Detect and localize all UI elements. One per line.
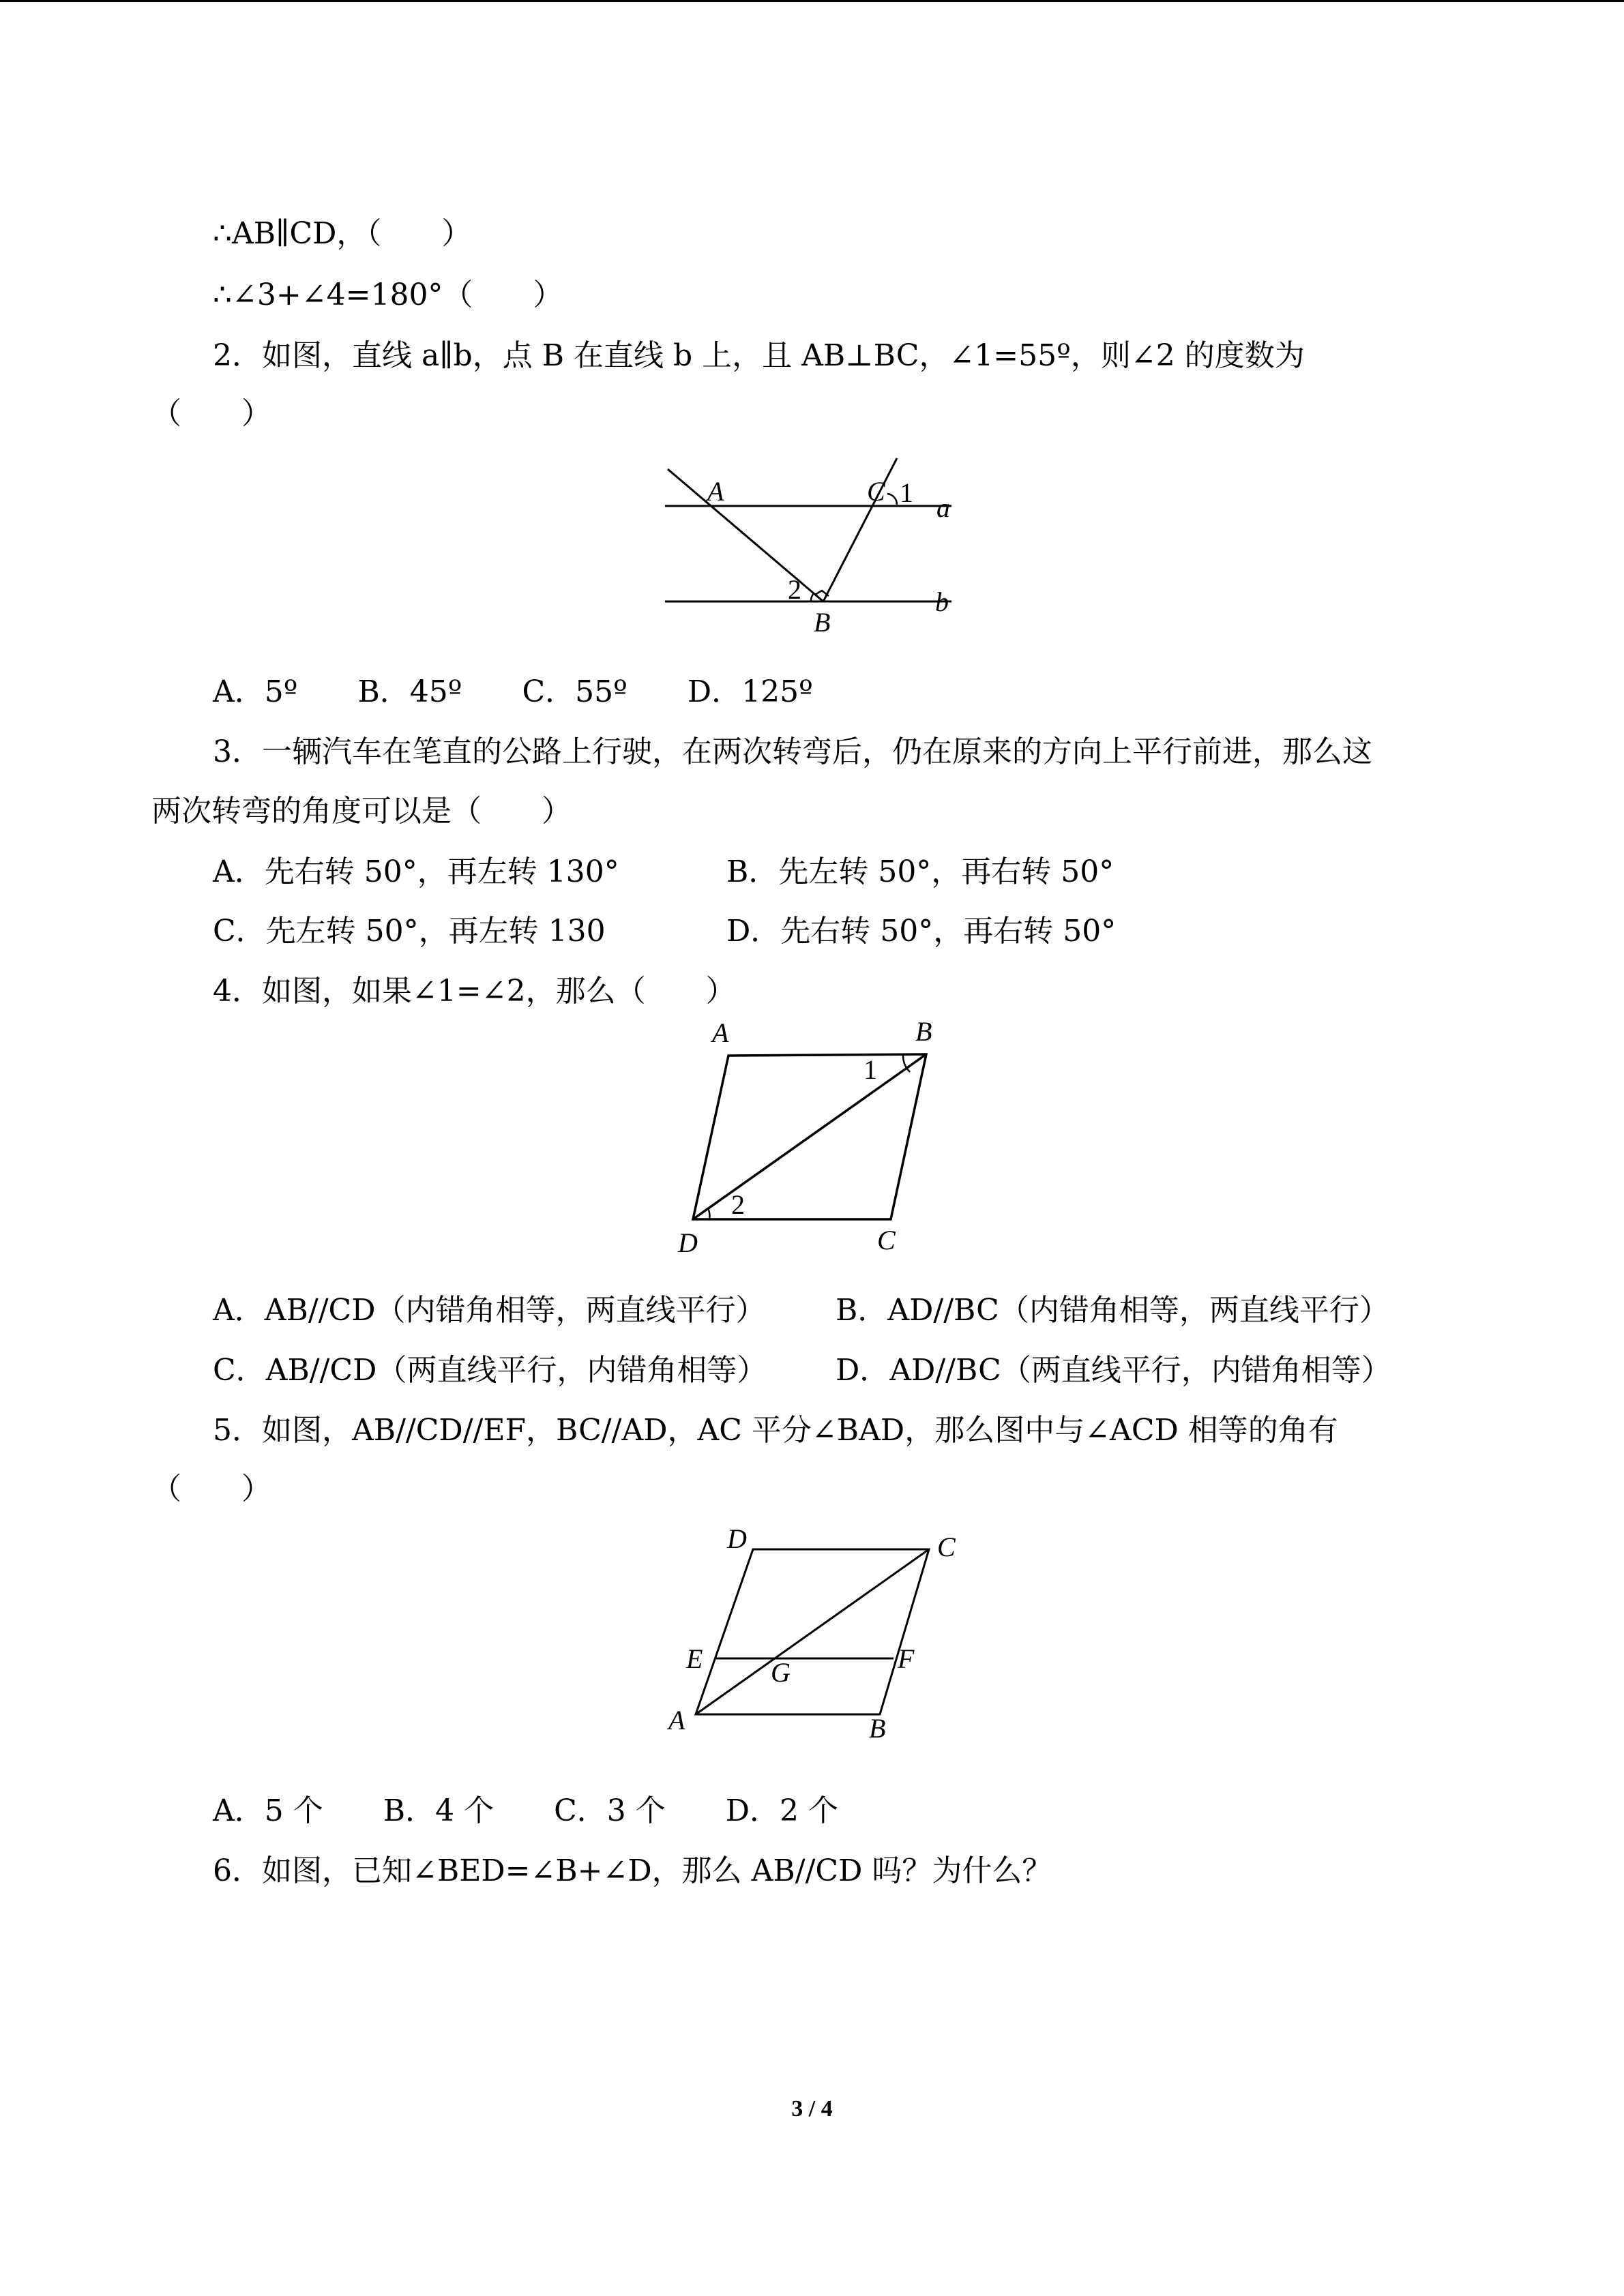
question-6-text: 6．如图，已知∠BED=∠B+∠D，那么 AB//CD 吗？为什么？ xyxy=(213,1853,1052,1888)
question-4-option-d: D．AD//BC（两直线平行，内错角相等） xyxy=(836,1353,1391,1388)
page-top-border xyxy=(0,0,1624,2)
question-3-text-2: 两次转弯的角度可以是（ ） xyxy=(151,794,572,829)
fig3-label-C: C xyxy=(937,1532,956,1562)
fig1-label-b: b xyxy=(935,586,949,617)
fig1-label-a: a xyxy=(936,492,950,523)
fig1-label-1: 1 xyxy=(900,477,913,508)
figure-parallel-lines-efg xyxy=(668,1521,969,1753)
figure-parallel-lines-ab xyxy=(665,457,965,641)
question-4-option-b: B．AD//BC（内错角相等，两直线平行） xyxy=(836,1293,1389,1328)
question-5-options: A．5 个 B．4 个 C．3 个 D．2 个 xyxy=(213,1793,838,1828)
fig1-label-2: 2 xyxy=(788,574,801,605)
proof-line-1: ∴AB∥CD，（ ） xyxy=(213,216,472,251)
proof-line-2: ∴∠3+∠4=180°（ ） xyxy=(213,278,563,312)
fig3-label-E: E xyxy=(686,1643,703,1674)
question-3-option-d: D．先右转 50°，再右转 50° xyxy=(726,914,1117,949)
fig3-label-G: G xyxy=(771,1657,791,1688)
figure-parallelogram-abcd xyxy=(675,1016,962,1262)
fig2-label-B: B xyxy=(915,1016,932,1047)
question-4-option-a: A．AB//CD（内错角相等，两直线平行） xyxy=(213,1293,766,1328)
figure-2-svg xyxy=(675,1016,962,1262)
question-2-options: A．5º B．45º C．55º D．125º xyxy=(213,674,813,709)
page-number: 3 / 4 xyxy=(791,2096,833,2121)
fig3-label-D: D xyxy=(727,1523,747,1554)
fig3-label-F: F xyxy=(898,1643,915,1674)
question-5-answer-paren: （ ） xyxy=(151,1472,271,1506)
fig2-label-1: 1 xyxy=(863,1054,877,1085)
question-3-option-b: B．先左转 50°，再右转 50° xyxy=(726,854,1114,889)
question-3-option-a: A．先右转 50°，再左转 130° xyxy=(213,854,619,889)
question-3-text-1: 3．一辆汽车在笔直的公路上行驶，在两次转弯后，仍在原来的方向上平行前进，那么这 xyxy=(213,734,1372,769)
figure-1-svg xyxy=(665,457,965,641)
fig3-label-B: B xyxy=(869,1713,886,1744)
fig3-label-A: A xyxy=(668,1705,685,1735)
fig1-label-B: B xyxy=(814,607,831,638)
question-2-answer-paren: （ ） xyxy=(151,396,271,431)
figure-3-svg xyxy=(668,1521,969,1753)
question-3-option-c: C．先左转 50°，再左转 130 xyxy=(213,914,606,949)
fig2-label-A: A xyxy=(712,1017,729,1048)
question-4-text: 4．如图，如果∠1=∠2，那么（ ） xyxy=(213,974,736,1009)
fig2-label-D: D xyxy=(678,1227,698,1258)
fig2-label-2: 2 xyxy=(731,1189,745,1220)
question-4-option-c: C．AB//CD（两直线平行，内错角相等） xyxy=(213,1353,767,1388)
question-5-text: 5．如图，AB//CD//EF，BC//AD，AC 平分∠BAD，那么图中与∠ACD 相等的角有 xyxy=(213,1413,1338,1448)
fig2-label-C: C xyxy=(877,1225,896,1255)
question-2-text: 2．如图，直线 a∥b，点 B 在直线 b 上，且 AB⊥BC，∠1=55º，则∠2 的度数为 xyxy=(213,338,1305,373)
fig1-label-A: A xyxy=(707,476,724,507)
fig1-label-C: C xyxy=(867,476,885,507)
